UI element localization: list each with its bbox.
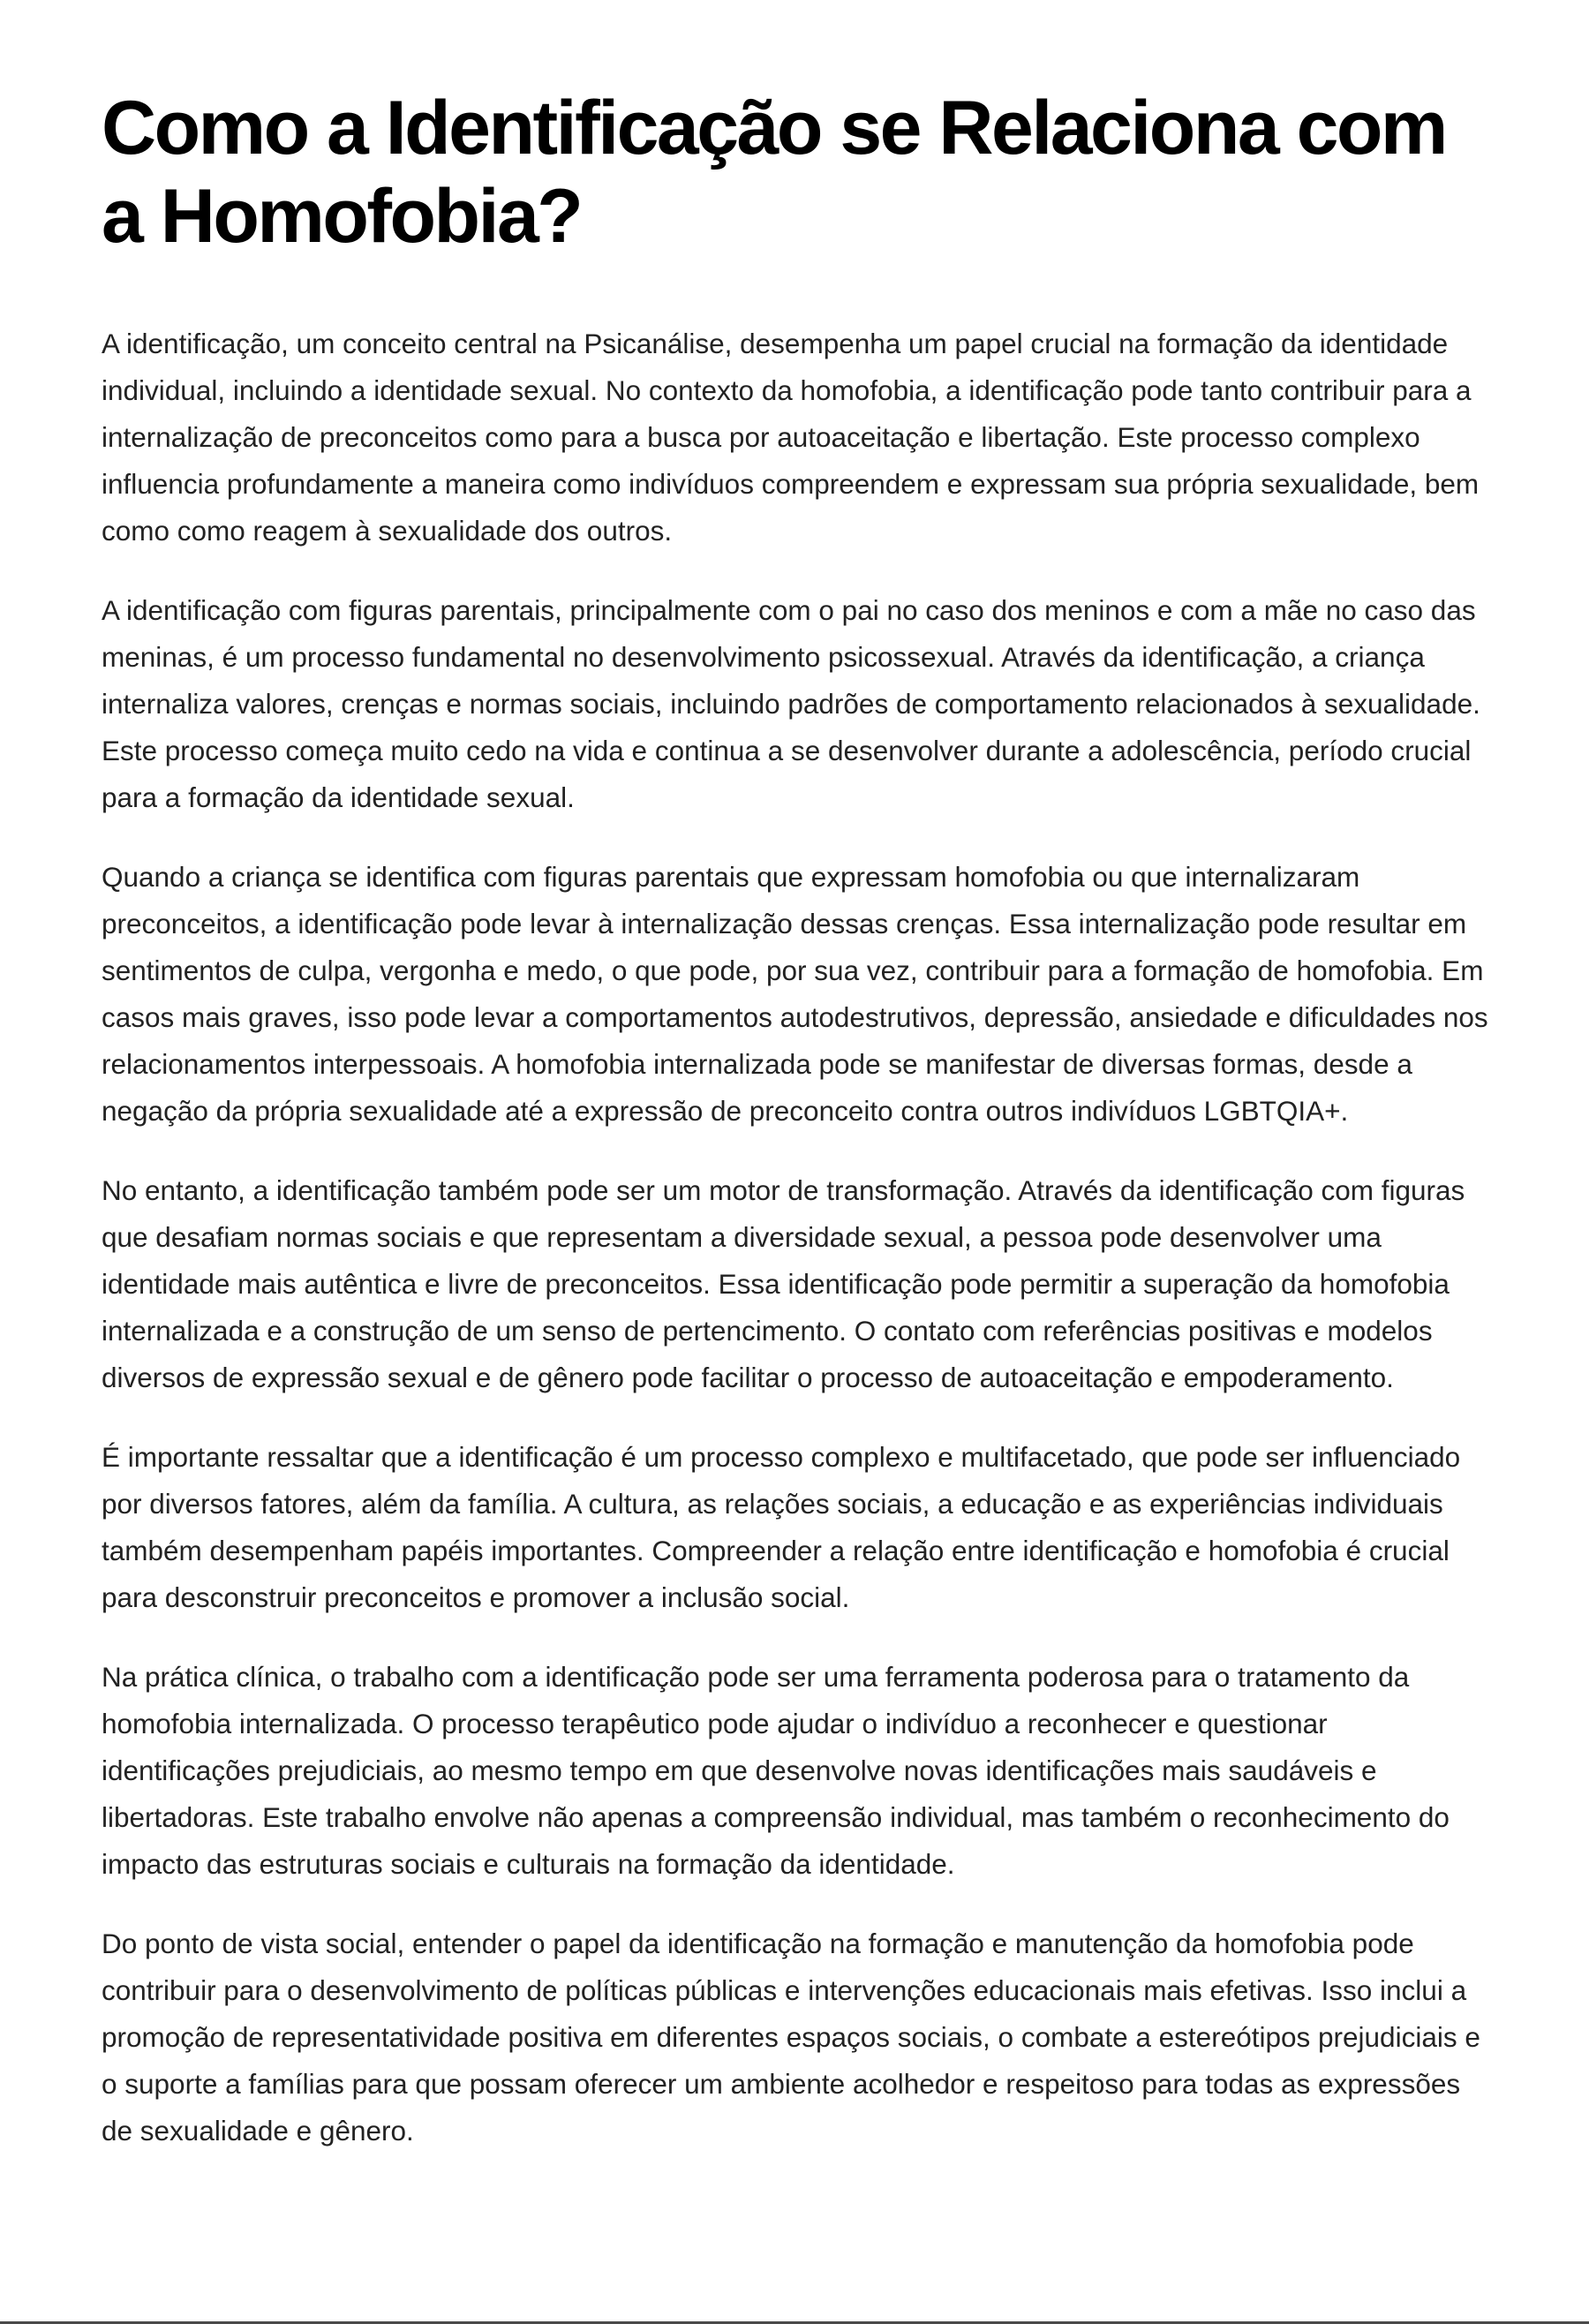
paragraph-7: Do ponto de vista social, entender o papel da identificação na formação e manutenção da homofobia pode contribuir para o desenvolvimento de políticas públicas e intervenções educacionais mais efetivas. Isso inclui a promoção de representatividade positiva em diferentes espaços sociais, o combate a estereótipos prejudiciais e o suporte a famílias para que possam oferecer um ambiente acolhedor e respeitoso para todas as expressões de sexualidade e gênero. <box>102 1928 1480 2147</box>
article <box>102 84 1496 2187</box>
paragraph-3: Quando a criança se identifica com figuras parentais que expressam homofobia ou que internalizaram preconceitos, a identificação pode levar à internalização dessas crenças. Essa internalização pode resultar em sentimentos de culpa, vergonha e medo, o que pode, por sua vez, contribuir para a formação de homofobia. Em casos mais graves, isso pode levar a comportamentos autodestrutivos, depressão, ansiedade e dificuldades nos relacionamentos interpessoais. A homofobia internalizada pode se manifestar de diversas formas, desde a negação da própria sexualidade até a expressão de preconceito contra outros indivíduos LGBTQIA+. <box>102 861 1488 1127</box>
paragraph-6: Na prática clínica, o trabalho com a identificação pode ser uma ferramenta poderosa para o tratamento da homofobia internalizada. O processo terapêutico pode ajudar o indivíduo a reconhecer e questionar identificações prejudiciais, ao mesmo tempo em que desenvolve novas identificações mais saudáveis e libertadoras. Este trabalho envolve não apenas a compreensão individual, mas também o reconhecimento do impacto das estruturas sociais e culturais na formação da identidade. <box>102 1661 1450 1880</box>
page-title: Como a Identificação se Relaciona com a Homofobia? <box>102 86 1446 259</box>
paragraph-5: É importante ressaltar que a identificação é um processo complexo e multifacetado, que pode ser influenciado por diversos fatores, além da família. A cultura, as relações sociais, a educação e as experiências individuais também desempenham papéis importantes. Compreender a relação entre identificação e homofobia é crucial para desconstruir preconceitos e promover a inclusão social. <box>102 1441 1461 1613</box>
paragraph-1: A identificação, um conceito central na Psicanálise, desempenha um papel crucial na formação da identidade individual, incluindo a identidade sexual. No contexto da homofobia, a identificação pode tanto contribuir para a internalização de preconceitos como para a busca por autoaceitação e libertação. Este processo complexo influencia profundamente a maneira como indivíduos compreendem e expressam sua própria sexualidade, bem como como reagem à sexualidade dos outros. <box>102 328 1480 547</box>
paragraph-4: No entanto, a identificação também pode ser um motor de transformação. Através da identificação com figuras que desafiam normas sociais e que representam a diversidade sexual, a pessoa pode desenvolver uma identidade mais autêntica e livre de preconceitos. Essa identificação pode permitir a superação da homofobia internalizada e a construção de um senso de pertencimento. O contato com referências positivas e modelos diversos de expressão sexual e de gênero pode facilitar o processo de autoaceitação e empoderamento. <box>102 1174 1465 1393</box>
paragraph-2: A identificação com figuras parentais, principalmente com o pai no caso dos meninos e com a mãe no caso das meninas, é um processo fundamental no desenvolvimento psicossexual. Através da identificação, a criança internaliza valores, crenças e normas sociais, incluindo padrões de comportamento relacionados à sexualidade. Este processo começa muito cedo na vida e continua a se desenvolver durante a adolescência, período crucial para a formação da identidade sexual. <box>102 594 1480 813</box>
